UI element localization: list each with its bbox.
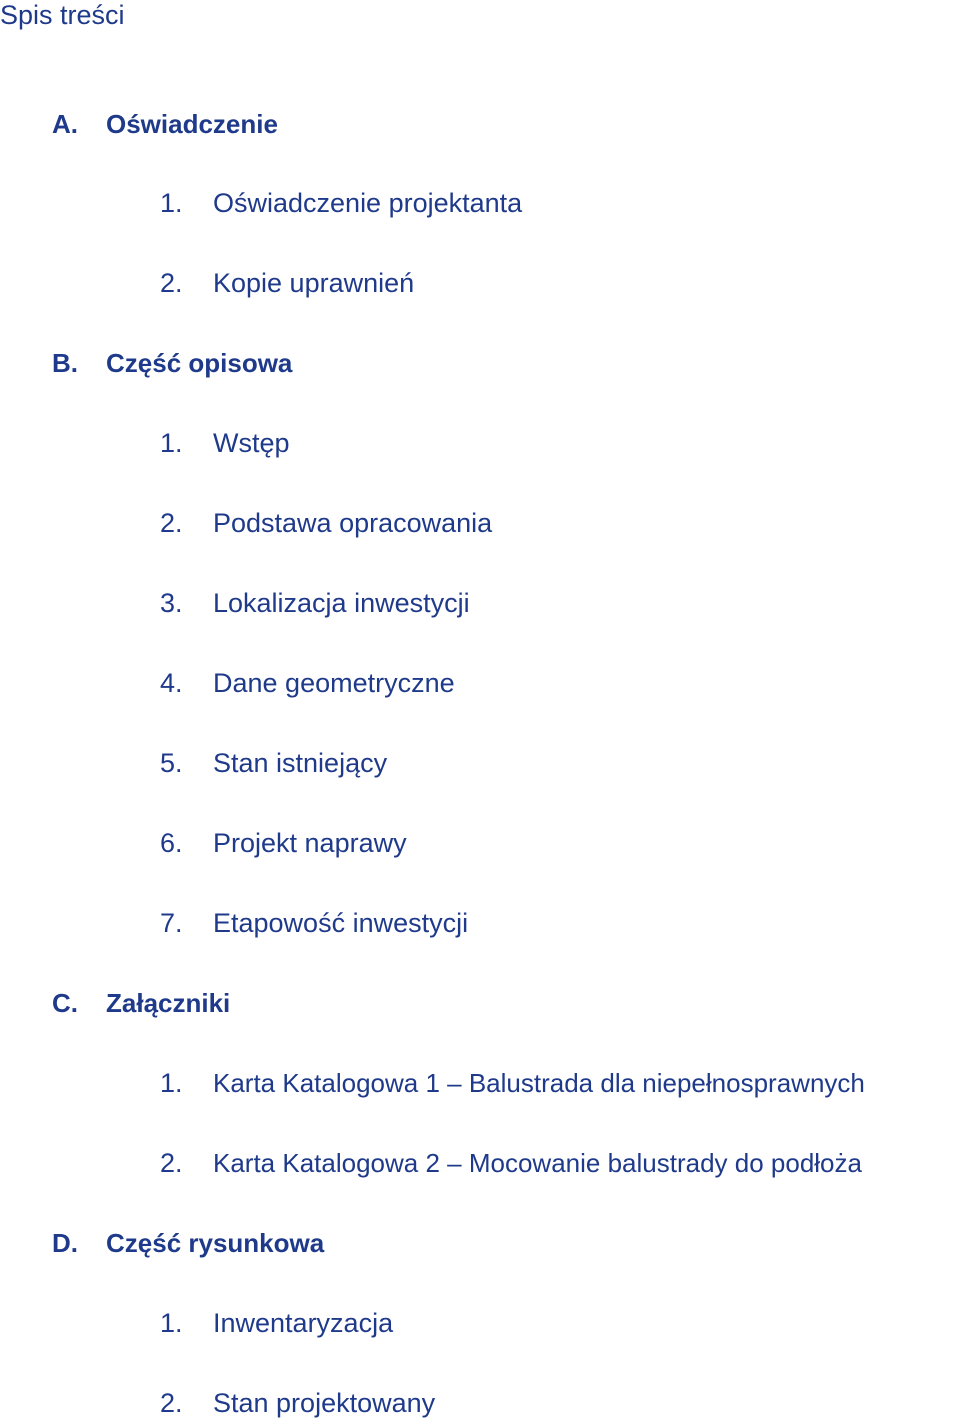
item-number: 5. xyxy=(160,748,183,778)
section-title: Część opisowa xyxy=(106,348,293,378)
section-title: Część rysunkowa xyxy=(106,1228,325,1258)
item-label: Inwentaryzacja xyxy=(213,1308,394,1338)
section-title: Oświadczenie xyxy=(106,109,278,139)
section-letter: C. xyxy=(52,988,78,1018)
section-letter: D. xyxy=(52,1228,78,1258)
toc-title: Spis treści xyxy=(0,0,125,30)
item-number: 1. xyxy=(160,188,183,218)
item-number: 2. xyxy=(160,1388,183,1418)
section-letter: A. xyxy=(52,109,78,139)
item-label: Kopie uprawnień xyxy=(213,268,415,298)
item-number: 4. xyxy=(160,668,183,698)
section-letter: B. xyxy=(52,348,78,378)
item-number: 1. xyxy=(160,428,183,458)
item-number: 1. xyxy=(160,1308,183,1338)
item-number: 2. xyxy=(160,268,183,298)
item-label: Etapowość inwestycji xyxy=(213,908,469,938)
item-label: Stan istniejący xyxy=(213,748,388,778)
item-label: Dane geometryczne xyxy=(213,668,455,698)
section-title: Załączniki xyxy=(106,988,231,1018)
item-label: Karta Katalogowa 2 – Mocowanie balustrady do podłoża xyxy=(213,1148,862,1178)
item-label: Podstawa opracowania xyxy=(213,508,493,538)
item-label: Oświadczenie projektanta xyxy=(213,188,523,218)
item-label: Stan projektowany xyxy=(213,1388,436,1418)
item-number: 3. xyxy=(160,588,183,618)
item-label: Lokalizacja inwestycji xyxy=(213,588,470,618)
item-number: 2. xyxy=(160,508,183,538)
item-label: Projekt naprawy xyxy=(213,828,407,858)
item-number: 7. xyxy=(160,908,183,938)
item-number: 6. xyxy=(160,828,183,858)
item-label: Wstęp xyxy=(213,428,290,458)
item-number: 1. xyxy=(160,1068,183,1098)
item-label: Karta Katalogowa 1 – Balustrada dla niepełnosprawnych xyxy=(213,1068,865,1098)
item-number: 2. xyxy=(160,1148,183,1178)
